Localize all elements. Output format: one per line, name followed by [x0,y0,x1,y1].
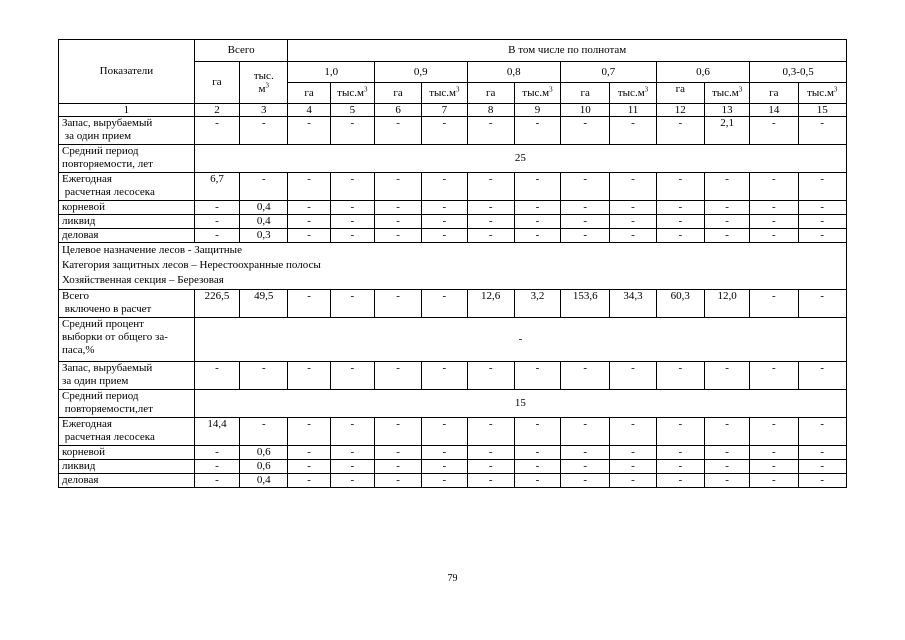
cell: - [240,418,288,446]
row-label: ликвид [59,215,195,229]
cell: - [610,229,656,243]
cell: - [656,418,704,446]
indicators-header: Показатели [59,40,195,104]
cell: 49,5 [240,290,288,318]
cell: - [374,173,421,201]
cell: - [656,229,704,243]
percent-value: - [194,318,846,362]
cell: - [467,474,514,488]
cell: - [561,474,610,488]
cell: - [288,173,330,201]
unit-ha: га [656,83,704,104]
total-thous-m3-header: тыс. $м^3$ [240,62,288,104]
cell: - [240,362,288,390]
unit-thous-m3: $тыс.м^3$ [422,83,467,104]
cell: - [194,215,239,229]
cell: - [750,173,798,201]
row-label: Средний период повторяемости, лет [59,145,195,173]
cell: - [194,474,239,488]
cell: - [798,362,846,390]
column-numbers-row [59,104,847,117]
cell: - [288,362,330,390]
cell: - [422,173,467,201]
row-average-period [59,145,847,173]
row-annual-cut [59,418,847,446]
unit-thous-m3: $тыс.м^3$ [798,83,846,104]
row-business [59,229,847,243]
cell: - [656,446,704,460]
cell: 0,3 [240,229,288,243]
cell: - [704,201,749,215]
cell: - [656,460,704,474]
cell: - [422,290,467,318]
row-label: Средний процент выборки от общего за- паса,% [59,318,195,362]
section-heading: Целевое назначение лесов - Защитные Категория защитных лесов – Нерестоохранные полосы Хозяйственная секция – Березовая [59,243,847,290]
cell: 0,4 [240,215,288,229]
cell: - [561,173,610,201]
cell: - [610,117,656,145]
forest-calculation-table [58,39,847,488]
cell: - [656,173,704,201]
by-density-header: В том числе по полнотам [288,40,847,62]
cell: - [374,229,421,243]
cell: - [467,446,514,460]
cell: - [422,446,467,460]
cell: - [514,117,560,145]
col-number: 14 [750,104,798,117]
cell: - [194,117,239,145]
cell: - [467,173,514,201]
cell: - [561,460,610,474]
cell: - [467,460,514,474]
unit-thous-m3: $тыс.м^3$ [514,83,560,104]
cell: - [330,418,374,446]
period-value: 25 [194,145,846,173]
cell: - [514,460,560,474]
cell: - [704,229,749,243]
cell: - [610,460,656,474]
cell: 6,7 [194,173,239,201]
cell: - [422,418,467,446]
cell: - [610,418,656,446]
cell: - [750,474,798,488]
cell: - [610,446,656,460]
density-0-6: 0,6 [656,62,750,83]
row-average-percent [59,318,847,362]
cell: - [330,173,374,201]
cell: - [374,117,421,145]
density-0-3-0-5: 0,3-0,5 [750,62,847,83]
cell: - [798,173,846,201]
row-business [59,474,847,488]
cell: - [422,201,467,215]
page-number: 79 [447,573,458,584]
cell: - [422,117,467,145]
cell: - [610,474,656,488]
cell: - [750,362,798,390]
row-stock-per-cut [59,362,847,390]
cell: - [750,446,798,460]
total-ha-header: га [194,62,239,104]
cell: - [798,117,846,145]
cell: - [798,229,846,243]
cell: 12,0 [704,290,749,318]
cell: - [798,201,846,215]
cell: - [798,460,846,474]
cell: 34,3 [610,290,656,318]
cell: - [330,229,374,243]
cell: - [656,474,704,488]
density-0-7: 0,7 [561,62,657,83]
cell: - [750,201,798,215]
period-value: 15 [194,390,846,418]
cell: - [798,290,846,318]
row-liquid [59,460,847,474]
cell: 0,6 [240,446,288,460]
unit-ha: га [288,83,330,104]
cell: - [514,446,560,460]
cell: 12,6 [467,290,514,318]
cell: - [288,418,330,446]
cell: - [422,474,467,488]
cell: - [240,173,288,201]
cell: 0,4 [240,201,288,215]
cell: - [750,460,798,474]
cell: - [750,229,798,243]
cell: - [330,460,374,474]
cell: - [514,229,560,243]
cell: - [330,215,374,229]
row-root [59,201,847,215]
cell: - [798,446,846,460]
col-number: 3 [240,104,288,117]
cell: - [561,229,610,243]
cell: - [656,215,704,229]
col-number: 5 [330,104,374,117]
cell: - [288,117,330,145]
cell: - [194,362,239,390]
cell: 0,6 [240,460,288,474]
col-number: 9 [514,104,560,117]
row-label: деловая [59,474,195,488]
col-number: 15 [798,104,846,117]
col-number: 7 [422,104,467,117]
cell: - [288,201,330,215]
row-stock-per-cut [59,117,847,145]
row-total-included [59,290,847,318]
row-annual-cut [59,173,847,201]
cell: - [514,474,560,488]
cell: - [561,362,610,390]
cell: - [467,215,514,229]
cell: - [514,201,560,215]
cell: - [798,474,846,488]
cell: - [467,362,514,390]
row-label: Всего включено в расчет [59,290,195,318]
cell: - [194,460,239,474]
cell: - [374,446,421,460]
cell: - [750,215,798,229]
cell: 0,4 [240,474,288,488]
cell: - [656,201,704,215]
row-root [59,446,847,460]
cell: - [374,290,421,318]
cell: - [750,418,798,446]
row-label: Ежегодная расчетная лесосека [59,173,195,201]
cell: - [610,362,656,390]
unit-thous-m3: $тыс.м^3$ [330,83,374,104]
col-number: 13 [704,104,749,117]
cell: - [656,362,704,390]
unit-ha: га [561,83,610,104]
cell: - [288,290,330,318]
cell: - [750,117,798,145]
cell: - [704,474,749,488]
cell: - [561,446,610,460]
col-number: 11 [610,104,656,117]
cell: - [374,474,421,488]
cell: - [514,215,560,229]
col-number: 8 [467,104,514,117]
cell: - [330,362,374,390]
row-label: деловая [59,229,195,243]
cell: - [330,201,374,215]
cell: - [374,418,421,446]
cell: - [610,201,656,215]
cell: - [750,290,798,318]
cell: - [288,229,330,243]
cell: 2,1 [704,117,749,145]
section-heading-row [59,243,847,290]
cell: - [561,418,610,446]
density-0-9: 0,9 [374,62,467,83]
row-label: Средний период повторяемости,лет [59,390,195,418]
cell: - [467,418,514,446]
unit-ha: га [750,83,798,104]
cell: 3,2 [514,290,560,318]
cell: - [656,117,704,145]
unit-thous-m3: $тыс.м^3$ [704,83,749,104]
cell: - [704,446,749,460]
cell: - [288,460,330,474]
cell: 60,3 [656,290,704,318]
row-label: Запас, вырубаемый за один прием [59,362,195,390]
cell: 226,5 [194,290,239,318]
cell: - [704,418,749,446]
cell: - [194,446,239,460]
cell: 14,4 [194,418,239,446]
cell: - [288,446,330,460]
unit-thous-m3: $тыс.м^3$ [610,83,656,104]
cell: - [422,215,467,229]
cell: - [704,173,749,201]
cell: - [330,290,374,318]
cell: - [704,460,749,474]
total-header: Всего [194,40,288,62]
col-number: 10 [561,104,610,117]
cell: - [374,460,421,474]
col-number: 6 [374,104,421,117]
cell: - [704,362,749,390]
cell: - [422,362,467,390]
row-average-period [59,390,847,418]
row-label: корневой [59,201,195,215]
cell: - [561,201,610,215]
cell: - [240,117,288,145]
unit-ha: га [374,83,421,104]
cell: - [514,362,560,390]
cell: - [798,418,846,446]
col-number: 2 [194,104,239,117]
col-number: 1 [59,104,195,117]
row-label: Запас, вырубаемый за один прием [59,117,195,145]
cell: - [330,117,374,145]
col-number: 12 [656,104,704,117]
density-1-0: 1,0 [288,62,375,83]
cell: - [561,215,610,229]
cell: - [422,460,467,474]
density-0-8: 0,8 [467,62,561,83]
row-liquid [59,215,847,229]
cell: - [514,418,560,446]
cell: - [194,201,239,215]
cell: - [467,201,514,215]
cell: - [610,173,656,201]
cell: - [374,362,421,390]
row-label: ликвид [59,460,195,474]
cell: - [374,215,421,229]
cell: - [194,229,239,243]
cell: - [330,446,374,460]
col-number: 4 [288,104,330,117]
cell: - [610,215,656,229]
header-row-1 [59,40,847,62]
cell: - [288,215,330,229]
cell: - [561,117,610,145]
cell: - [467,229,514,243]
cell: 153,6 [561,290,610,318]
unit-ha: га [467,83,514,104]
cell: - [798,215,846,229]
cell: - [704,215,749,229]
row-label: корневой [59,446,195,460]
cell: - [374,201,421,215]
row-label: Ежегодная расчетная лесосека [59,418,195,446]
cell: - [288,474,330,488]
cell: - [467,117,514,145]
cell: - [330,474,374,488]
cell: - [422,229,467,243]
cell: - [514,173,560,201]
